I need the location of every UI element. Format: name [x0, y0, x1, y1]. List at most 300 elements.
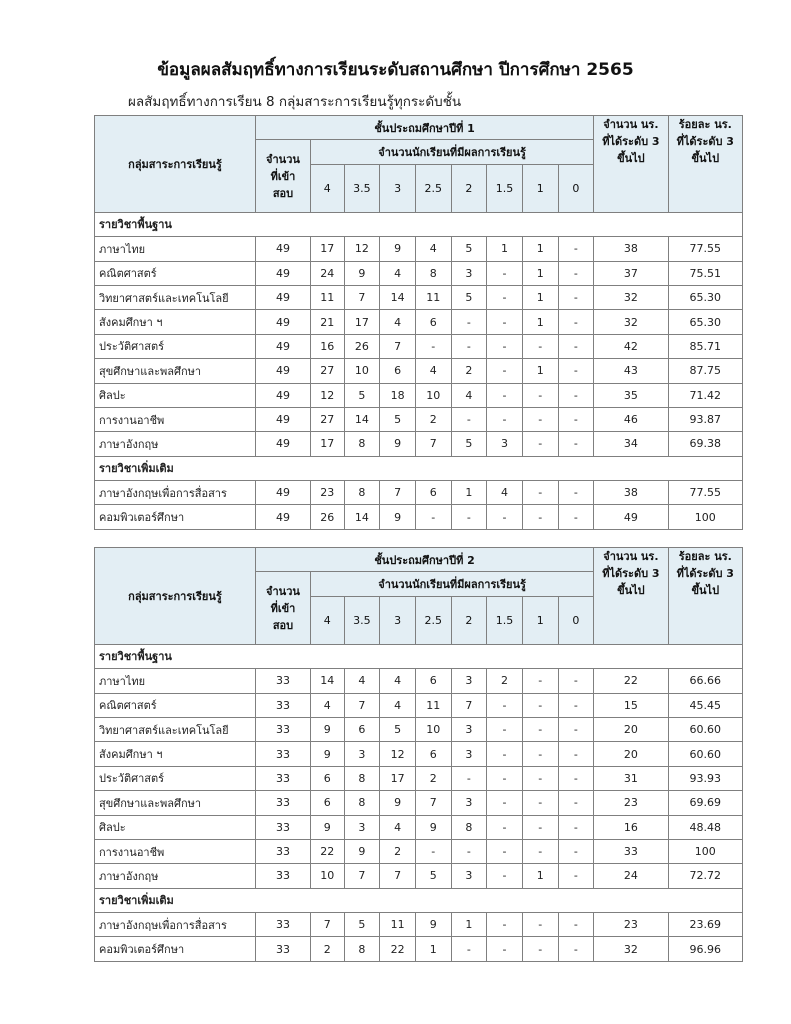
table-row: [95, 359, 743, 383]
value-cell: 43: [594, 359, 668, 383]
value-cell: 17: [310, 432, 344, 456]
value-cell: 37: [594, 261, 668, 285]
value-cell: -: [558, 481, 594, 505]
value-cell: -: [522, 693, 558, 717]
value-cell: 10: [344, 359, 380, 383]
value-cell: -: [487, 913, 523, 937]
value-cell: 2: [487, 669, 523, 693]
subject-cell: ภาษาอังกฤษเพื่อการสื่อสาร: [95, 481, 256, 505]
table-row: [95, 310, 743, 334]
value-cell: 6: [310, 791, 344, 815]
value-cell: -: [558, 742, 594, 766]
table-body: [95, 212, 743, 529]
value-cell: -: [451, 766, 487, 790]
value-cell: -: [558, 913, 594, 937]
value-cell: 9: [380, 505, 416, 529]
value-cell: 6: [310, 766, 344, 790]
value-cell: 9: [310, 717, 344, 741]
value-cell: 33: [255, 913, 310, 937]
subject-cell: คอมพิวเตอร์ศึกษา: [95, 937, 256, 961]
count-grade3-header: [594, 116, 668, 213]
value-cell: 3: [451, 742, 487, 766]
section-title: รายวิชาพื้นฐาน: [95, 212, 743, 236]
value-cell: 49: [255, 261, 310, 285]
subject-cell: คอมพิวเตอร์ศึกษา: [95, 505, 256, 529]
subject-cell: ประวัติศาสตร์: [95, 334, 256, 358]
value-cell: 4: [415, 237, 451, 261]
section-title: รายวิชาเพิ่มเติม: [95, 456, 743, 480]
value-cell: 4: [487, 481, 523, 505]
value-cell: 27: [310, 359, 344, 383]
value-cell: 2: [415, 766, 451, 790]
table-row: [95, 742, 743, 766]
value-cell: 22: [310, 839, 344, 863]
value-cell: -: [522, 669, 558, 693]
grade-column-header: 3.5: [344, 596, 380, 644]
value-cell: 77.55: [668, 481, 742, 505]
value-cell: 48.48: [668, 815, 742, 839]
value-cell: -: [522, 791, 558, 815]
page-subtitle: ผลสัมฤทธิ์ทางการเรียน 8 กลุ่มสาระการเรียนรู้ทุกระดับชั้น: [128, 94, 462, 110]
table-row: [95, 237, 743, 261]
value-cell: -: [487, 742, 523, 766]
value-cell: -: [558, 285, 594, 309]
value-cell: 23: [594, 913, 668, 937]
value-cell: -: [558, 334, 594, 358]
value-cell: 49: [255, 285, 310, 309]
value-cell: 85.71: [668, 334, 742, 358]
value-cell: 17: [310, 237, 344, 261]
value-cell: 27: [310, 407, 344, 431]
value-cell: 9: [415, 815, 451, 839]
subject-group-header: กลุ่มสาระการเรียนรู้: [95, 548, 256, 645]
grade-column-header: 2: [451, 164, 487, 212]
value-cell: 21: [310, 310, 344, 334]
value-cell: 33: [255, 864, 310, 888]
value-cell: -: [522, 505, 558, 529]
value-cell: 11: [380, 913, 416, 937]
value-cell: 22: [380, 937, 416, 961]
subject-cell: ภาษาไทย: [95, 669, 256, 693]
value-cell: -: [522, 815, 558, 839]
value-cell: -: [522, 407, 558, 431]
value-cell: 38: [594, 481, 668, 505]
value-cell: -: [522, 839, 558, 863]
value-cell: -: [451, 839, 487, 863]
value-cell: 3: [451, 791, 487, 815]
value-cell: 4: [380, 669, 416, 693]
value-cell: 6: [415, 481, 451, 505]
count-header-line: ที่ได้ระดับ 3: [602, 567, 660, 581]
table-row: [95, 383, 743, 407]
results-table-grade-2: [94, 547, 743, 962]
value-cell: 42: [594, 334, 668, 358]
value-cell: -: [522, 913, 558, 937]
value-cell: -: [558, 359, 594, 383]
value-cell: 14: [344, 505, 380, 529]
table-row: [95, 481, 743, 505]
count-header-line: ที่ได้ระดับ 3: [602, 135, 660, 149]
value-cell: 31: [594, 766, 668, 790]
table-row: [95, 913, 743, 937]
value-cell: 46: [594, 407, 668, 431]
grade-column-header: 2: [451, 596, 487, 644]
value-cell: -: [522, 481, 558, 505]
percent-header-line: ที่ได้ระดับ 3: [676, 135, 734, 149]
value-cell: 23: [594, 791, 668, 815]
value-cell: 60.60: [668, 742, 742, 766]
value-cell: 26: [310, 505, 344, 529]
table-row: [95, 407, 743, 431]
value-cell: 8: [344, 791, 380, 815]
value-cell: 17: [344, 310, 380, 334]
value-cell: -: [522, 742, 558, 766]
value-cell: -: [487, 693, 523, 717]
value-cell: 49: [255, 505, 310, 529]
value-cell: 5: [380, 717, 416, 741]
value-cell: 16: [594, 815, 668, 839]
subject-cell: คณิตศาสตร์: [95, 261, 256, 285]
value-cell: -: [558, 237, 594, 261]
value-cell: 6: [415, 742, 451, 766]
value-cell: 66.66: [668, 669, 742, 693]
percent-header-line: ที่ได้ระดับ 3: [676, 567, 734, 581]
value-cell: 4: [310, 693, 344, 717]
value-cell: 49: [255, 310, 310, 334]
value-cell: 5: [415, 864, 451, 888]
table-row: [95, 864, 743, 888]
value-cell: 45.45: [668, 693, 742, 717]
value-cell: 1: [522, 285, 558, 309]
value-cell: 1: [522, 310, 558, 334]
value-cell: -: [558, 839, 594, 863]
value-cell: 7: [415, 791, 451, 815]
value-cell: 1: [522, 864, 558, 888]
value-cell: 12: [380, 742, 416, 766]
table-row: [95, 505, 743, 529]
value-cell: 22: [594, 669, 668, 693]
value-cell: -: [487, 791, 523, 815]
value-cell: 11: [310, 285, 344, 309]
subject-cell: ประวัติศาสตร์: [95, 766, 256, 790]
value-cell: 11: [415, 693, 451, 717]
value-cell: -: [558, 310, 594, 334]
value-cell: -: [415, 839, 451, 863]
value-cell: 8: [451, 815, 487, 839]
table-row: [95, 815, 743, 839]
subject-cell: สุขศึกษาและพลศึกษา: [95, 359, 256, 383]
value-cell: 1: [451, 481, 487, 505]
subject-cell: วิทยาศาสตร์และเทคโนโลยี: [95, 717, 256, 741]
value-cell: 34: [594, 432, 668, 456]
subject-cell: วิทยาศาสตร์และเทคโนโลยี: [95, 285, 256, 309]
value-cell: -: [558, 766, 594, 790]
grade-column-header: 1: [522, 596, 558, 644]
percent-header-line: ร้อยละ นร.: [678, 550, 732, 563]
value-cell: 2: [415, 407, 451, 431]
value-cell: 93.93: [668, 766, 742, 790]
value-cell: 2: [310, 937, 344, 961]
test-takers-header: [255, 140, 310, 212]
value-cell: 8: [344, 937, 380, 961]
value-cell: -: [558, 864, 594, 888]
value-cell: 33: [255, 815, 310, 839]
grade-column-header: 4: [310, 596, 344, 644]
value-cell: 2: [451, 359, 487, 383]
value-cell: 3: [487, 432, 523, 456]
value-cell: 10: [415, 717, 451, 741]
section-row: [95, 456, 743, 480]
value-cell: -: [487, 359, 523, 383]
value-cell: -: [487, 310, 523, 334]
grade-level-header: ชั้นประถมศึกษาปีที่ 2: [255, 548, 593, 572]
value-cell: -: [558, 791, 594, 815]
value-cell: -: [522, 432, 558, 456]
value-cell: -: [558, 717, 594, 741]
value-cell: 33: [255, 839, 310, 863]
value-cell: -: [451, 505, 487, 529]
value-cell: 49: [255, 359, 310, 383]
value-cell: 49: [594, 505, 668, 529]
value-cell: 65.30: [668, 310, 742, 334]
value-cell: 33: [255, 693, 310, 717]
value-cell: -: [522, 717, 558, 741]
value-cell: 14: [344, 407, 380, 431]
subject-cell: สังคมศึกษา ฯ: [95, 742, 256, 766]
table-row: [95, 766, 743, 790]
value-cell: 7: [380, 334, 416, 358]
value-cell: 12: [344, 237, 380, 261]
value-cell: -: [522, 937, 558, 961]
value-cell: 6: [415, 310, 451, 334]
value-cell: 49: [255, 334, 310, 358]
value-cell: 1: [415, 937, 451, 961]
section-row: [95, 644, 743, 668]
value-cell: 3: [451, 669, 487, 693]
grade-column-header: 4: [310, 164, 344, 212]
table-row: [95, 334, 743, 358]
subject-cell: คณิตศาสตร์: [95, 693, 256, 717]
test-takers-header-line: สอบ: [272, 186, 294, 200]
value-cell: 4: [380, 693, 416, 717]
value-cell: 8: [344, 766, 380, 790]
value-cell: 7: [344, 864, 380, 888]
value-cell: 20: [594, 717, 668, 741]
value-cell: -: [487, 407, 523, 431]
test-takers-header-line: ที่เข้า: [270, 601, 296, 615]
value-cell: 7: [380, 481, 416, 505]
results-table-grade-1: [94, 115, 743, 530]
value-cell: -: [487, 334, 523, 358]
value-cell: 35: [594, 383, 668, 407]
percent-header-line: ขึ้นไป: [691, 584, 720, 598]
grade-column-header: 2.5: [415, 596, 451, 644]
value-cell: 69.69: [668, 791, 742, 815]
subject-cell: การงานอาชีพ: [95, 407, 256, 431]
value-cell: 49: [255, 481, 310, 505]
percent-grade3-header: [668, 116, 742, 213]
grade-column-header: 0: [558, 164, 594, 212]
percent-grade3-header: [668, 548, 742, 645]
count-header-line: ขึ้นไป: [617, 152, 645, 166]
value-cell: -: [487, 717, 523, 741]
value-cell: -: [487, 839, 523, 863]
value-cell: 17: [380, 766, 416, 790]
value-cell: 3: [451, 261, 487, 285]
value-cell: 1: [451, 913, 487, 937]
value-cell: 1: [522, 237, 558, 261]
value-cell: 8: [415, 261, 451, 285]
grade-column-header: 1: [522, 164, 558, 212]
value-cell: 9: [380, 432, 416, 456]
value-cell: -: [487, 937, 523, 961]
value-cell: 9: [310, 742, 344, 766]
table-row: [95, 669, 743, 693]
value-cell: 75.51: [668, 261, 742, 285]
value-cell: 33: [255, 742, 310, 766]
value-cell: 7: [380, 864, 416, 888]
subject-cell: ศิลปะ: [95, 815, 256, 839]
grade-level-header: ชั้นประถมศึกษาปีที่ 1: [255, 116, 593, 140]
table-header: [95, 116, 743, 213]
value-cell: -: [487, 505, 523, 529]
value-cell: 7: [344, 693, 380, 717]
subject-cell: การงานอาชีพ: [95, 839, 256, 863]
value-cell: 10: [415, 383, 451, 407]
table-row: [95, 839, 743, 863]
value-cell: 5: [451, 285, 487, 309]
subject-cell: ภาษาอังกฤษ: [95, 864, 256, 888]
value-cell: 6: [380, 359, 416, 383]
value-cell: 32: [594, 937, 668, 961]
value-cell: 3: [451, 864, 487, 888]
value-cell: 33: [255, 669, 310, 693]
value-cell: 9: [310, 815, 344, 839]
grade-column-header: 3.5: [344, 164, 380, 212]
value-cell: 32: [594, 310, 668, 334]
count-header-line: จำนวน นร.: [603, 550, 659, 563]
value-cell: 24: [310, 261, 344, 285]
value-cell: 23: [310, 481, 344, 505]
value-cell: 9: [344, 839, 380, 863]
value-cell: -: [558, 261, 594, 285]
value-cell: 100: [668, 505, 742, 529]
value-cell: 24: [594, 864, 668, 888]
value-cell: 72.72: [668, 864, 742, 888]
value-cell: 18: [380, 383, 416, 407]
value-cell: 7: [451, 693, 487, 717]
value-cell: 38: [594, 237, 668, 261]
value-cell: -: [558, 669, 594, 693]
value-cell: 11: [415, 285, 451, 309]
value-cell: 4: [344, 669, 380, 693]
value-cell: 65.30: [668, 285, 742, 309]
value-cell: 33: [255, 791, 310, 815]
value-cell: 93.87: [668, 407, 742, 431]
value-cell: -: [558, 383, 594, 407]
grade-column-header: 1.5: [487, 596, 523, 644]
section-row: [95, 888, 743, 912]
grade-column-header: 3: [380, 164, 416, 212]
value-cell: 71.42: [668, 383, 742, 407]
value-cell: 49: [255, 432, 310, 456]
value-cell: 9: [380, 791, 416, 815]
value-cell: 6: [344, 717, 380, 741]
page-title: ข้อมูลผลสัมฤทธิ์ทางการเรียนระดับสถานศึกษา ปีการศึกษา 2565: [157, 60, 634, 80]
value-cell: 87.75: [668, 359, 742, 383]
subject-cell: สุขศึกษาและพลศึกษา: [95, 791, 256, 815]
value-cell: 60.60: [668, 717, 742, 741]
students-by-grade-header: จำนวนนักเรียนที่มีผลการเรียนรู้: [310, 572, 593, 596]
value-cell: 96.96: [668, 937, 742, 961]
value-cell: 3: [344, 742, 380, 766]
table-row: [95, 432, 743, 456]
value-cell: 9: [380, 237, 416, 261]
value-cell: 49: [255, 383, 310, 407]
grade-column-header: 1.5: [487, 164, 523, 212]
value-cell: 5: [380, 407, 416, 431]
value-cell: -: [558, 693, 594, 717]
value-cell: 33: [255, 717, 310, 741]
value-cell: 5: [344, 913, 380, 937]
subject-cell: ภาษาไทย: [95, 237, 256, 261]
value-cell: 2: [380, 839, 416, 863]
value-cell: -: [487, 285, 523, 309]
subject-cell: ภาษาอังกฤษเพื่อการสื่อสาร: [95, 913, 256, 937]
value-cell: 14: [310, 669, 344, 693]
value-cell: 4: [415, 359, 451, 383]
value-cell: 4: [380, 310, 416, 334]
value-cell: 26: [344, 334, 380, 358]
value-cell: 69.38: [668, 432, 742, 456]
students-by-grade-header: จำนวนนักเรียนที่มีผลการเรียนรู้: [310, 140, 593, 164]
value-cell: -: [558, 937, 594, 961]
value-cell: -: [487, 766, 523, 790]
value-cell: 15: [594, 693, 668, 717]
subject-cell: ศิลปะ: [95, 383, 256, 407]
value-cell: 33: [594, 839, 668, 863]
test-takers-header-line: จำนวน: [266, 152, 300, 166]
value-cell: -: [522, 766, 558, 790]
grade-column-header: 2.5: [415, 164, 451, 212]
value-cell: -: [558, 432, 594, 456]
value-cell: 49: [255, 237, 310, 261]
section-row: [95, 212, 743, 236]
value-cell: 49: [255, 407, 310, 431]
value-cell: -: [487, 261, 523, 285]
value-cell: 4: [380, 815, 416, 839]
value-cell: 23.69: [668, 913, 742, 937]
test-takers-header: [255, 572, 310, 644]
value-cell: 4: [380, 261, 416, 285]
value-cell: -: [522, 334, 558, 358]
value-cell: 16: [310, 334, 344, 358]
value-cell: -: [451, 407, 487, 431]
subject-group-header: กลุ่มสาระการเรียนรู้: [95, 116, 256, 213]
value-cell: -: [522, 383, 558, 407]
value-cell: 3: [451, 717, 487, 741]
grade-column-header: 0: [558, 596, 594, 644]
percent-header-line: ขึ้นไป: [691, 152, 720, 166]
value-cell: -: [451, 937, 487, 961]
value-cell: -: [451, 334, 487, 358]
table-row: [95, 285, 743, 309]
value-cell: 5: [344, 383, 380, 407]
percent-header-line: ร้อยละ นร.: [678, 118, 732, 131]
value-cell: 8: [344, 481, 380, 505]
value-cell: 32: [594, 285, 668, 309]
value-cell: 7: [310, 913, 344, 937]
